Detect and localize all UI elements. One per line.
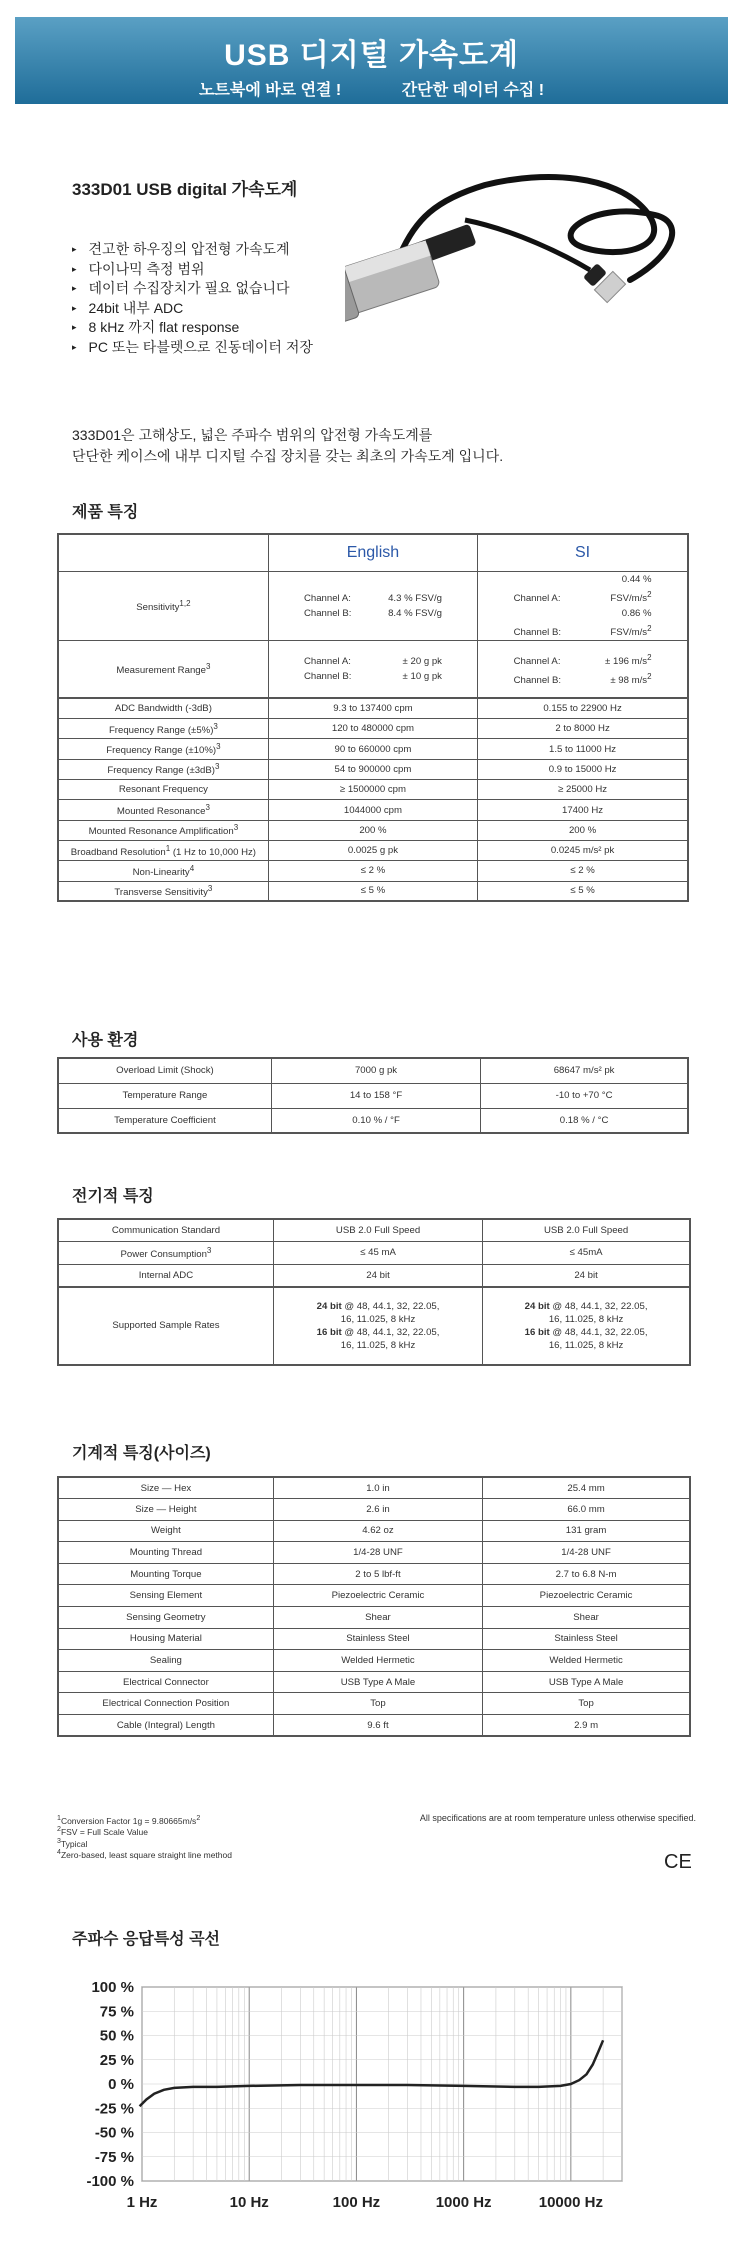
- row-label-text: Size — Height: [135, 1503, 197, 1515]
- cell-en: 14 to 158 °F: [271, 1083, 480, 1108]
- cell-si: 2.9 m: [483, 1715, 690, 1737]
- row-label: [58, 1650, 273, 1672]
- row-label-text: Communication Standard: [111, 1225, 221, 1236]
- value: @ 48, 44.1, 32, 22.05,: [341, 1326, 440, 1338]
- row-label: [58, 881, 268, 901]
- cell-en: ≤ 45 mA: [273, 1242, 482, 1265]
- cell-en: USB 2.0 Full Speed: [273, 1219, 482, 1242]
- value: 8.4 % FSV/g: [388, 607, 442, 619]
- x-tick-label: 1000 Hz: [435, 2194, 492, 2211]
- row-label: [58, 759, 268, 779]
- table-row: [58, 739, 688, 759]
- row-label-text: Mounted Resonance: [116, 806, 206, 818]
- table-row: [58, 759, 688, 779]
- sensitivity-label: Sensitivity: [136, 601, 180, 613]
- row-label: [58, 1520, 273, 1542]
- value: ± 20 g pk: [402, 656, 442, 668]
- row-label-text: Frequency Range (±5%): [108, 724, 214, 736]
- row-label: [58, 1693, 273, 1715]
- channel-a-label: Channel A:: [513, 592, 561, 604]
- channel-a-label: Channel A:: [513, 656, 561, 668]
- cell-en: ≥ 1500000 cpm: [268, 780, 477, 800]
- table-row: [58, 1607, 690, 1629]
- cell-si: 0.9 to 15000 Hz: [478, 759, 688, 779]
- bit-depth: 24 bit: [524, 1300, 550, 1312]
- cell-si: Top: [483, 1693, 690, 1715]
- section-title-features: 제품 특징: [72, 504, 139, 521]
- header-banner: [15, 17, 728, 104]
- cell-si: ≤ 45mA: [483, 1242, 690, 1265]
- footnote-text: Conversion Factor 1g = 9.80665m/s: [60, 1815, 197, 1826]
- cell-en: [273, 1287, 482, 1365]
- footnote-ref: 1: [165, 843, 171, 853]
- mechanical-table: [57, 1476, 691, 1737]
- value: 16, 11.025, 8 kHz: [340, 1339, 416, 1351]
- row-label-text: Cable (Integral) Length: [116, 1719, 215, 1731]
- table-row: [58, 800, 688, 820]
- row-label: [58, 820, 268, 840]
- table-row: [58, 861, 688, 881]
- value: 0.86 % FSV/m/s: [610, 607, 652, 638]
- table-row: [58, 1242, 690, 1265]
- table-row: [58, 1499, 690, 1521]
- cell-si: -10 to +70 °C: [481, 1083, 688, 1108]
- value: 16, 11.025, 8 kHz: [548, 1313, 624, 1325]
- banner-sub-collect: 간단한 데이터 수집 !: [401, 82, 545, 99]
- product-title: 333D01 USB digital 가속도계: [72, 180, 298, 199]
- footnote: $^1$Conversion Factor $1g = 9.80665m/s^2$: [57, 1814, 201, 1826]
- row-label-text: Frequency Range (±10%): [106, 745, 217, 757]
- value: @ 48, 44.1, 32, 22.05,: [341, 1300, 440, 1312]
- cell-en: Welded Hermetic: [273, 1650, 482, 1672]
- footnote-ref: 3: [233, 823, 239, 833]
- table-row: [58, 719, 688, 739]
- row-label: [58, 1477, 273, 1499]
- footnote-text: Typical: [60, 1838, 88, 1849]
- cell-si: Channel A:0.44 % FSV/$m/s^2$ Channel B:0.86 % FSV/$m/s^2$: [478, 571, 688, 640]
- electrical-table: [57, 1218, 691, 1366]
- banner-subtitle: [15, 77, 728, 100]
- footnote-ref: 3: [205, 802, 210, 812]
- row-label-text: Electrical Connector: [122, 1676, 209, 1688]
- x-tick-label: 1 Hz: [126, 2194, 158, 2211]
- row-label-extra: (1 Hz to 10,000 Hz): [170, 846, 257, 858]
- cell-si: Stainless Steel: [483, 1628, 690, 1650]
- row-label: Supported Sample Rates: [58, 1287, 273, 1365]
- x-tick-label: 10000 Hz: [538, 2194, 603, 2211]
- cell-si: 24 bit: [483, 1264, 690, 1287]
- row-label-text: Mounting Thread: [129, 1547, 203, 1559]
- row-label: [58, 1585, 273, 1607]
- table-row: [58, 1083, 688, 1108]
- cell-si: Channel A: ± 196 $m/s^2$ Channel B: ± 98 $m/s^2$: [478, 640, 688, 698]
- table-header-si: SI: [478, 534, 688, 571]
- footnote-ref: 3: [207, 883, 213, 893]
- y-tick-label: -25 %: [94, 2100, 134, 2118]
- cell-si: 0.155 to 22900 Hz: [478, 698, 688, 718]
- value: ± 98 m/s: [610, 675, 648, 687]
- feature-item: ▸ 다이나믹 측정 범위: [72, 260, 313, 280]
- cell-en: USB Type A Male: [273, 1671, 482, 1693]
- cell-en: 2.6 in: [273, 1499, 482, 1521]
- frequency-response-chart: [40, 1975, 680, 2235]
- row-label-text: Temperature Range: [122, 1090, 208, 1101]
- channel-b-label: Channel B:: [513, 675, 562, 687]
- range-label: Measurement Range: [116, 665, 206, 677]
- cell-si: 1/4-28 UNF: [483, 1542, 690, 1564]
- row-label-text: Size — Hex: [140, 1482, 192, 1494]
- y-tick-label: -100 %: [86, 2173, 134, 2190]
- cell-en: ≤ 5 %: [268, 881, 477, 901]
- row-label-text: Sealing: [149, 1655, 182, 1667]
- row-label: [58, 1058, 271, 1083]
- row-label-text: Frequency Range (±3dB): [107, 765, 215, 777]
- channel-b-label: Channel B:: [303, 671, 352, 683]
- description-line: 단단한 케이스에 내부 디지털 수집 장치를 갖는 최초의 가속도계 입니다.: [72, 448, 504, 464]
- row-label: [58, 1715, 273, 1737]
- table-row: [58, 1264, 690, 1287]
- section-title-electrical: 전기적 특징: [72, 1188, 154, 1205]
- feature-list: [72, 240, 313, 357]
- y-tick-label: -50 %: [94, 2124, 134, 2142]
- footnote-ref: 3: [216, 742, 221, 752]
- row-label: [58, 640, 268, 698]
- cell-en: 200 %: [268, 820, 477, 840]
- cell-en: 0.10 % / °F: [271, 1108, 480, 1133]
- cell-si: Piezoelectric Ceramic: [483, 1585, 690, 1607]
- x-tick-label: 10 Hz: [229, 2194, 269, 2211]
- y-tick-label: -75 %: [94, 2148, 134, 2166]
- table-row: [58, 1542, 690, 1564]
- table-row: [58, 1693, 690, 1715]
- cell-si: 1.5 to 11000 Hz: [478, 739, 688, 759]
- row-label-text: Mounted Resonance Amplification: [88, 826, 234, 838]
- footnote-ref: 4: [189, 863, 195, 873]
- footnote: $^3$Typical: [57, 1836, 88, 1849]
- cell-si: Welded Hermetic: [483, 1650, 690, 1672]
- row-label-text: Weight: [151, 1525, 181, 1537]
- row-label-text: Resonant Frequency: [118, 784, 208, 796]
- row-label: [58, 1542, 273, 1564]
- row-label: [58, 1499, 273, 1521]
- cell-si: 68647 m/s² pk: [481, 1058, 688, 1083]
- row-label: [58, 739, 268, 759]
- cell-en: Shear: [273, 1607, 482, 1629]
- ce-mark-icon: CE: [664, 1851, 692, 1873]
- cell-en: 7000 g pk: [271, 1058, 480, 1083]
- row-label: [58, 800, 268, 820]
- table-row: [58, 1058, 688, 1083]
- y-tick-label: 25 %: [99, 2051, 134, 2069]
- table-row: [58, 1477, 690, 1499]
- table-row: [58, 840, 688, 860]
- footnote-ref: 1,2: [179, 598, 191, 608]
- cell-en: 90 to 660000 cpm: [268, 739, 477, 759]
- features-table: [57, 533, 689, 902]
- table-row: [58, 1563, 690, 1585]
- value: @ 48, 44.1, 32, 22.05,: [549, 1326, 648, 1338]
- banner-sub-connect: 노트북에 바로 연결 !: [198, 82, 342, 99]
- cell-si: ≤ 5 %: [478, 881, 688, 901]
- footnote-ref: 3: [205, 662, 211, 672]
- y-tick-label: 50 %: [99, 2027, 134, 2045]
- bit-depth: 24 bit: [316, 1300, 342, 1312]
- cell-en: 4.62 oz: [273, 1520, 482, 1542]
- cell-en: 2 to 5 lbf-ft: [273, 1563, 482, 1585]
- spec-conditions-note: All specifications are at room temperature unless otherwise specified.: [419, 1813, 696, 1823]
- row-label-text: Internal ADC: [138, 1269, 194, 1281]
- row-label-text: Sensing Geometry: [126, 1611, 206, 1623]
- cell-si: 66.0 mm: [483, 1499, 690, 1521]
- table-row: [58, 1650, 690, 1672]
- y-tick-label: 0 %: [108, 2076, 134, 2093]
- table-row: [58, 1671, 690, 1693]
- table-row: [58, 780, 688, 800]
- product-description: [72, 425, 503, 467]
- row-label: [58, 861, 268, 881]
- table-row: [58, 1628, 690, 1650]
- bit-depth: 16 bit: [316, 1326, 342, 1338]
- row-label: [58, 1108, 271, 1133]
- value: ± 196 m/s: [605, 656, 648, 668]
- cell-en: 9.6 ft: [273, 1715, 482, 1737]
- section-title-mechanical: 기계적 특징(사이즈): [72, 1445, 211, 1462]
- table-row: [58, 640, 688, 698]
- row-label-text: Broadband Resolution: [70, 846, 166, 858]
- row-label: [58, 1563, 273, 1585]
- row-label: [58, 1264, 273, 1287]
- value: ± 10 g pk: [402, 671, 442, 683]
- cell-en: 1.0 in: [273, 1477, 482, 1499]
- row-label: [58, 698, 268, 718]
- row-label-text: Mounting Torque: [130, 1568, 202, 1580]
- row-label-text: ADC Bandwidth (-3dB): [114, 703, 212, 715]
- channel-b-label: Channel B:: [513, 626, 562, 638]
- x-tick-label: 100 Hz: [332, 2194, 381, 2211]
- table-row: [58, 1108, 688, 1133]
- description-line: 333D01은 고해상도, 넓은 주파수 범위의 압전형 가속도계를: [72, 427, 433, 443]
- table-row: [58, 1219, 690, 1242]
- cell-si: Shear: [483, 1607, 690, 1629]
- value: 4.3 % FSV/g: [388, 592, 442, 604]
- cell-si: 0.0245 m/s² pk: [478, 840, 688, 860]
- row-label-text: Overload Limit (Shock): [116, 1065, 214, 1077]
- row-label-text: Transverse Sensitivity: [114, 887, 208, 899]
- cell-en: 120 to 480000 cpm: [268, 719, 477, 739]
- cell-si: ≤ 2 %: [478, 861, 688, 881]
- table-row: [58, 1715, 690, 1737]
- row-label: [58, 1219, 273, 1242]
- footnote-text: Zero-based, least square straight line method: [60, 1849, 232, 1860]
- cell-en: Stainless Steel: [273, 1628, 482, 1650]
- cell-en: 1/4-28 UNF: [273, 1542, 482, 1564]
- table-header-blank: [58, 534, 268, 571]
- cell-en: ≤ 2 %: [268, 861, 477, 881]
- row-label: [58, 1607, 273, 1629]
- cell-si: 25.4 mm: [483, 1477, 690, 1499]
- row-label: [58, 1242, 273, 1265]
- cell-si: 2 to 8000 Hz: [478, 719, 688, 739]
- feature-item: ▸ 견고한 하우징의 압전형 가속도계: [72, 240, 313, 260]
- row-label: [58, 1628, 273, 1650]
- footnote-ref: 3: [213, 721, 218, 731]
- table-row: [58, 571, 688, 640]
- feature-item: ▸ 8 kHz 까지 flat response: [72, 318, 313, 338]
- cell-en: 54 to 900000 cpm: [268, 759, 477, 779]
- table-row: [58, 820, 688, 840]
- table-row: [58, 1585, 690, 1607]
- cell-en: 1044000 cpm: [268, 800, 477, 820]
- value: 0.44 % FSV/m/s: [610, 573, 652, 604]
- row-label-text: Housing Material: [129, 1633, 202, 1645]
- section-title-frequency-response: 주파수 응답특성 곡선: [72, 1931, 220, 1948]
- banner-title: USB 디지털 가속도계: [224, 39, 519, 72]
- value: 16, 11.025, 8 kHz: [548, 1339, 624, 1351]
- row-label-text: Electrical Connection Position: [102, 1698, 230, 1710]
- row-label: [58, 1671, 273, 1693]
- channel-a-label: Channel A:: [303, 592, 351, 604]
- table-row: [58, 1520, 690, 1542]
- cell-si: ≥ 25000 Hz: [478, 780, 688, 800]
- environment-table: [57, 1057, 689, 1134]
- row-label-text: Power Consumption: [120, 1248, 207, 1260]
- cell-si: USB 2.0 Full Speed: [483, 1219, 690, 1242]
- cell-en: [268, 571, 477, 640]
- row-label: [58, 780, 268, 800]
- footnote: $^4$Zero-based, least square straight line method: [57, 1847, 232, 1860]
- footnotes: [57, 1814, 232, 1859]
- y-tick-label: 75 %: [99, 2003, 134, 2021]
- y-tick-label: 100 %: [91, 1979, 134, 1996]
- channel-a-label: Channel A:: [303, 656, 351, 668]
- table-row: [58, 1287, 690, 1365]
- cell-en: Piezoelectric Ceramic: [273, 1585, 482, 1607]
- row-label-text: Non-Linearity: [132, 866, 190, 878]
- cell-si: 131 gram: [483, 1520, 690, 1542]
- accelerometer-product-image: [345, 160, 715, 340]
- bit-depth: 16 bit: [524, 1326, 550, 1338]
- row-label: [58, 840, 268, 860]
- row-label: [58, 719, 268, 739]
- table-row: [58, 698, 688, 718]
- row-label-text: Sensing Element: [129, 1590, 203, 1602]
- footnote: $^2$FSV = Full Scale Value: [57, 1825, 148, 1838]
- value: 16, 11.025, 8 kHz: [340, 1313, 416, 1325]
- cell-si: 2.7 to 6.8 N-m: [483, 1563, 690, 1585]
- cell-en: 0.0025 g pk: [268, 840, 477, 860]
- cell-en: 9.3 to 137400 cpm: [268, 698, 477, 718]
- row-label: [58, 571, 268, 640]
- cell-si: [483, 1287, 690, 1365]
- feature-item: ▸ 24bit 내부 ADC: [72, 299, 313, 319]
- table-header-english: English: [268, 534, 477, 571]
- footnote-ref: 3: [214, 762, 220, 772]
- cell-si: 17400 Hz: [478, 800, 688, 820]
- row-label: [58, 1083, 271, 1108]
- channel-b-label: Channel B:: [303, 607, 352, 619]
- cell-en: Top: [273, 1693, 482, 1715]
- cell-si: 200 %: [478, 820, 688, 840]
- table-row: [58, 881, 688, 901]
- cell-en: 24 bit: [273, 1264, 482, 1287]
- feature-item: ▸ PC 또는 타블렛으로 진동데이터 저장: [72, 338, 313, 358]
- cell-si: 0.18 % / °C: [481, 1108, 688, 1133]
- section-title-environment: 사용 환경: [72, 1032, 139, 1049]
- footnote-text: FSV = Full Scale Value: [60, 1827, 148, 1838]
- feature-item: ▸ 데이터 수집장치가 필요 없습니다: [72, 279, 313, 299]
- value: @ 48, 44.1, 32, 22.05,: [549, 1300, 648, 1312]
- cell-si: USB Type A Male: [483, 1671, 690, 1693]
- row-label-text: Temperature Coefficient: [114, 1114, 216, 1126]
- cell-en: [268, 640, 477, 698]
- footnote-ref: 3: [206, 1245, 212, 1255]
